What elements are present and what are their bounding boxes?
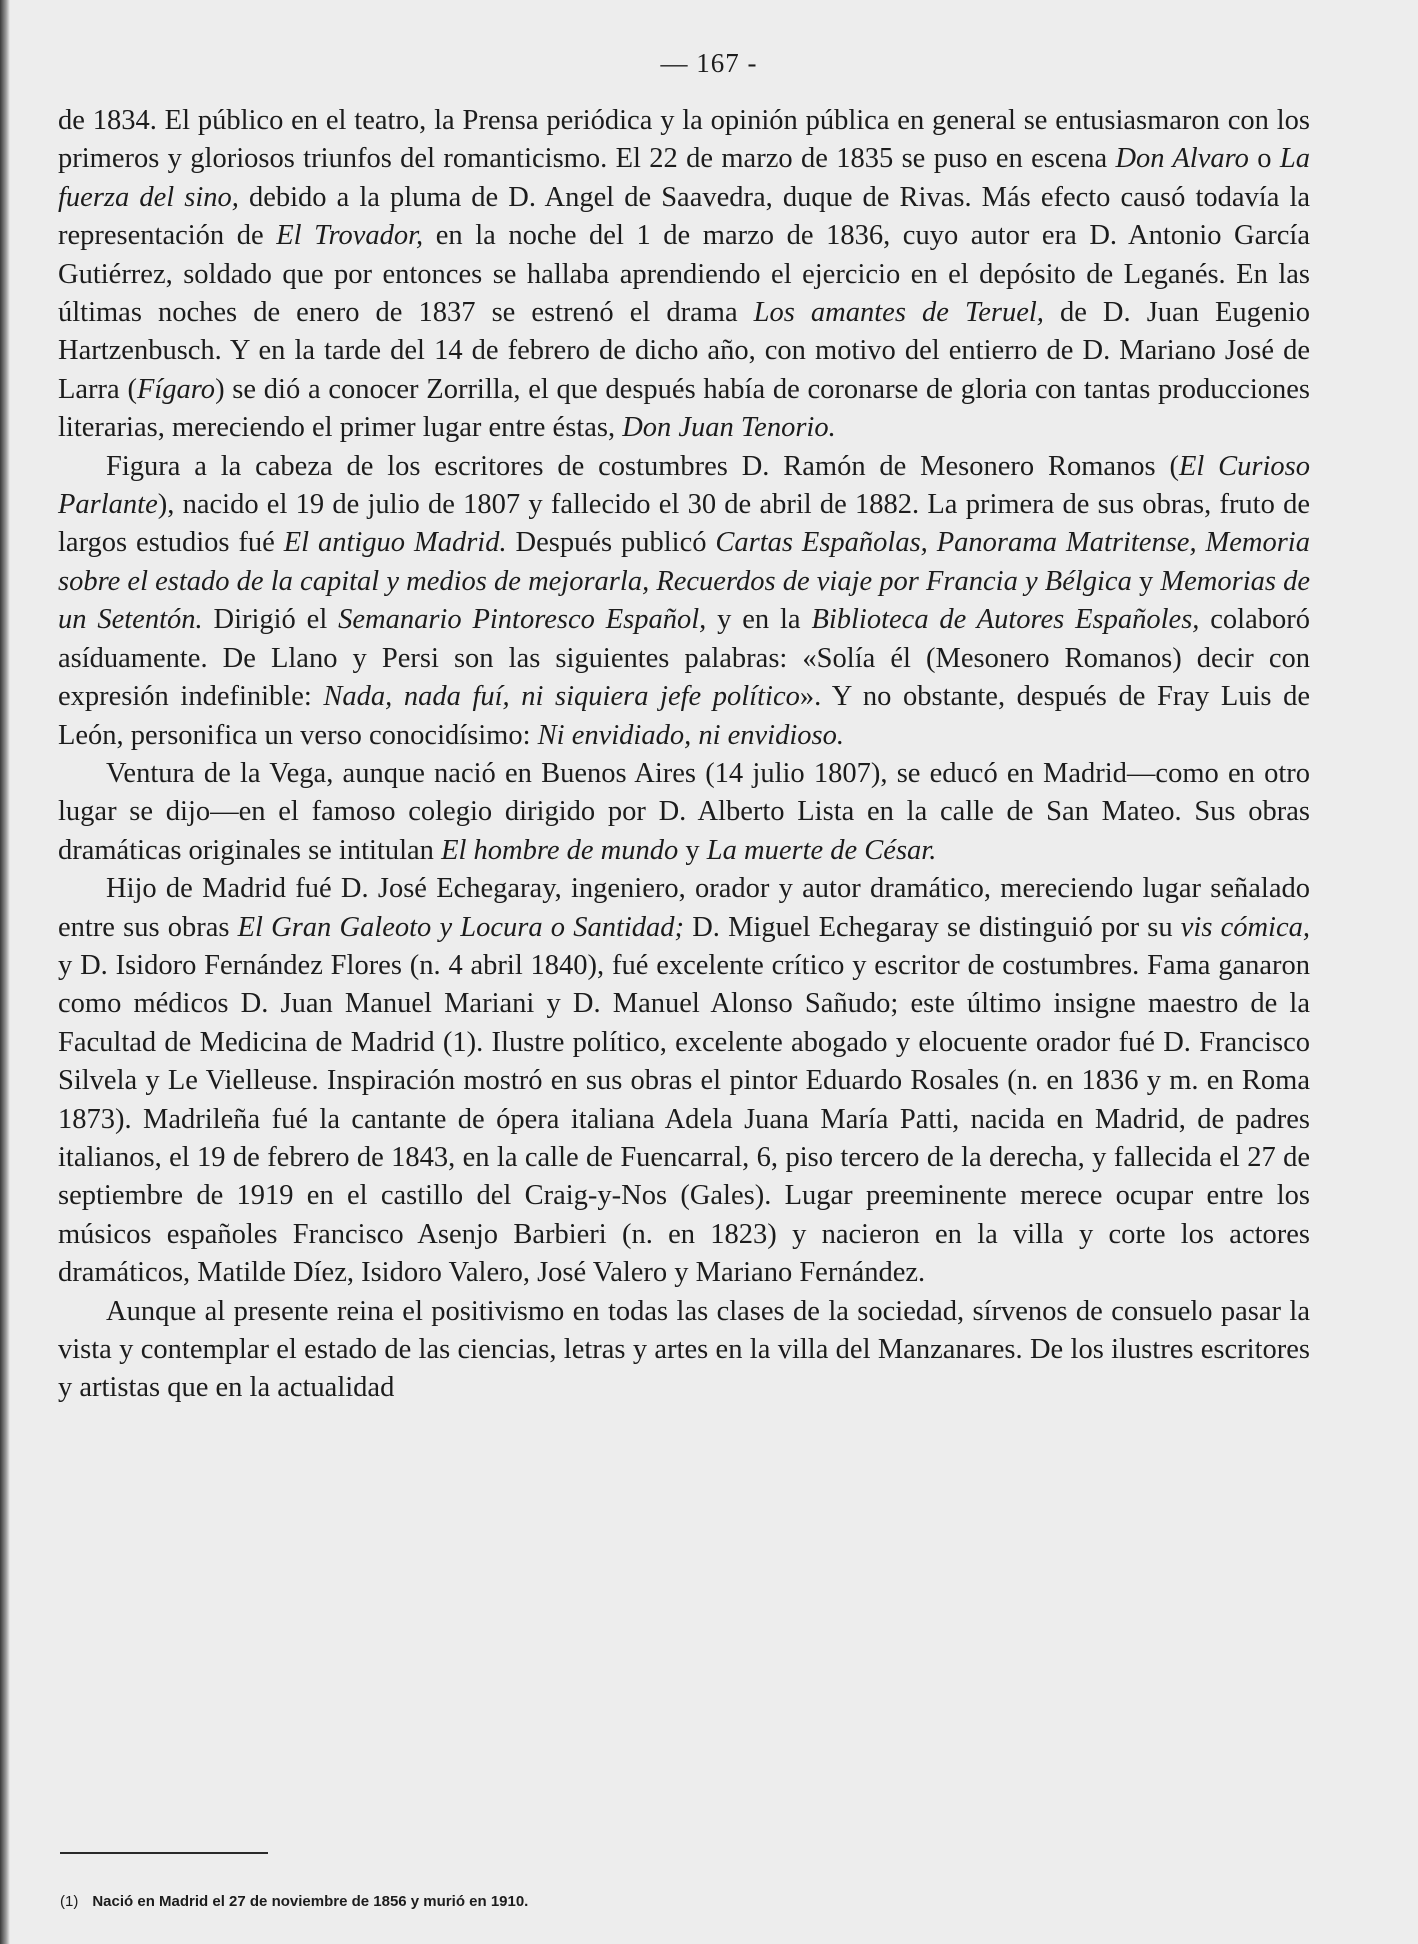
- text-run: Ventura de la Vega, aunque nació en Buenos Aires (14 julio 1807), se educó en Madrid—como en otro lugar se dijo—en el famoso colegio dirigido por D. Alberto Lista en la calle de San Mateo. Sus obras dramáticas originales se intitulan: [58, 757, 1310, 866]
- paragraph-2: [58, 448, 1310, 755]
- text-run: D. Miguel Echegaray se distinguió por su: [684, 911, 1181, 943]
- text-run: ». Y no obstante, después de Fray Luis de León, personifica un verso conocidísimo:: [58, 681, 1310, 751]
- text-run: Figura a la cabeza de los escritores de costumbres D. Ramón de Mesonero Romanos (: [106, 450, 1179, 482]
- text-run: de D. Juan Eugenio Hartzenbusch. Y en la tarde del 14 de febrero de dicho año, con motivo del entierro de D. Mariano José de Larra (: [58, 297, 1310, 405]
- text-run: Aunque al presente reina el positivismo en todas las clases de la sociedad, sírvenos de consuelo pasar la vista y contemplar el estado de las ciencias, letras y artes en la villa del Manzanares. De los ilustres escritores y artistas que en la actualidad: [58, 1295, 1310, 1404]
- italic-title: Cartas Españolas, Panorama Matritense, Memoria sobre el estado de la capital y medios de mejorarla, Recuerdos de viaje por Francia y Bélgica: [58, 527, 1310, 597]
- text-run: Hijo de Madrid fué D. José Echegaray, ingeniero, orador y autor dramático, mereciendo lugar señalado entre sus obras: [58, 873, 1310, 943]
- italic-title: Ni envidiado, ni envidioso.: [537, 719, 844, 751]
- italic-title: El hombre de mundo: [441, 834, 679, 866]
- italic-title: vis cómica,: [1180, 911, 1311, 943]
- text-run: Dirigió el: [202, 604, 339, 636]
- text-run: y en la: [706, 604, 812, 636]
- text-run: de 1834. El público en el teatro, la Prensa periódica y la opinión pública en general se entusiasmaron con los primeros y gloriosos triunfos del romanticismo. El 22 de marzo de 1835 se puso en escena: [58, 105, 1310, 175]
- text-run: en la noche del 1 de marzo de 1836, cuyo autor era D. Antonio García Gutiérrez, soldado que por entonces se hallaba aprendiendo el ejercicio en el depósito de Leganés. En las últimas noches de enero de 1837 se estrenó el drama: [58, 220, 1310, 329]
- text-run: y: [1131, 565, 1161, 597]
- italic-title: La muerte de César.: [706, 834, 937, 866]
- footnote-text: Nació en Madrid el 27 de noviembre de 1856 y murió en 1910.: [92, 1893, 529, 1910]
- italic-title: El Trovador,: [276, 220, 424, 252]
- text-run: y D. Isidoro Fernández Flores (n. 4 abril 1840), fué excelente crítico y escritor de costumbres. Fama ganaron como médicos D. Juan Manuel Mariani y D. Manuel Alonso Sañudo; este último insigne maestro de la Facultad de Medicina de Madrid (1). Ilustre político, excelente abogado y elocuente orador fué D. Francisco Silvela y Le Vielleuse. Inspiración mostró en sus obras el pintor Eduardo Rosales (n. en 1836 y m. en Roma 1873). Madrileña fué la cantante de ópera italiana Adela Juana María Patti, nacida en Madrid, de padres italianos, el 19 de febrero de 1843, en la calle de Fuencarral, 6, piso tercero de la derecha, y fallecida el 27 de septiembre de 1919 en el castillo del Craig-y-Nos (Gales). Lugar preeminente merece ocupar entre los músicos españoles Francisco Asenjo Barbieri (n. en 1823) y nacieron en la villa y corte los actores dramáticos, Matilde Díez, Isidoro Valero, José Valero y Mariano Fernández.: [58, 949, 1310, 1289]
- italic-title: Semanario Pintoresco Español,: [338, 604, 707, 636]
- text-run: Después publicó: [506, 527, 716, 559]
- paragraph-4: [58, 870, 1310, 1292]
- paragraph-3: [58, 755, 1310, 870]
- text-run: y: [678, 834, 707, 866]
- text-run: o: [1248, 143, 1280, 175]
- paragraph-5: [58, 1293, 1310, 1408]
- italic-title: Nada, nada fuí, ni siquiera jefe político: [323, 681, 800, 713]
- text-run: ), nacido el 19 de julio de 1807 y fallecido el 30 de abril de 1882. La primera de sus obras, fruto de largos estudios fué: [58, 489, 1310, 559]
- paragraph-1: [58, 102, 1310, 448]
- page-number: — 167 -: [660, 48, 758, 78]
- text-run: debido a la pluma de D. Angel de Saavedra, duque de Rivas. Más efecto causó todavía la representación de: [58, 181, 1311, 252]
- italic-title: El Curioso Parlante: [58, 450, 1310, 521]
- footnote: [60, 1893, 1260, 1910]
- italic-title: El antiguo Madrid.: [283, 527, 507, 559]
- italic-title: Memorias de un Setentón.: [58, 565, 1310, 636]
- italic-title: Don Juan Tenorio.: [622, 412, 836, 444]
- page-edge-shadow: [0, 0, 10, 1944]
- italic-title: Fígaro: [136, 373, 216, 405]
- italic-title: Don Alvaro: [1115, 143, 1249, 175]
- italic-title: La fuerza del sino,: [58, 143, 1311, 213]
- italic-title: Biblioteca de Autores Españoles,: [811, 604, 1200, 636]
- text-run: colaboró asíduamente. De Llano y Persi son las siguientes palabras: «Solía él (Mesonero Romanos) decir con expresión indefinible:: [58, 604, 1310, 713]
- footnote-marker: (1): [60, 1893, 79, 1910]
- italic-title: El Gran Galeoto y Locura o Santidad;: [237, 911, 685, 943]
- italic-title: Los amantes de Teruel,: [753, 297, 1044, 329]
- body-text: [58, 102, 1310, 1408]
- footnote-divider: [60, 1852, 268, 1854]
- text-run: ) se dió a conocer Zorrilla, el que después había de coronarse de gloria con tantas producciones literarias, mereciendo el primer lugar entre éstas,: [58, 373, 1310, 444]
